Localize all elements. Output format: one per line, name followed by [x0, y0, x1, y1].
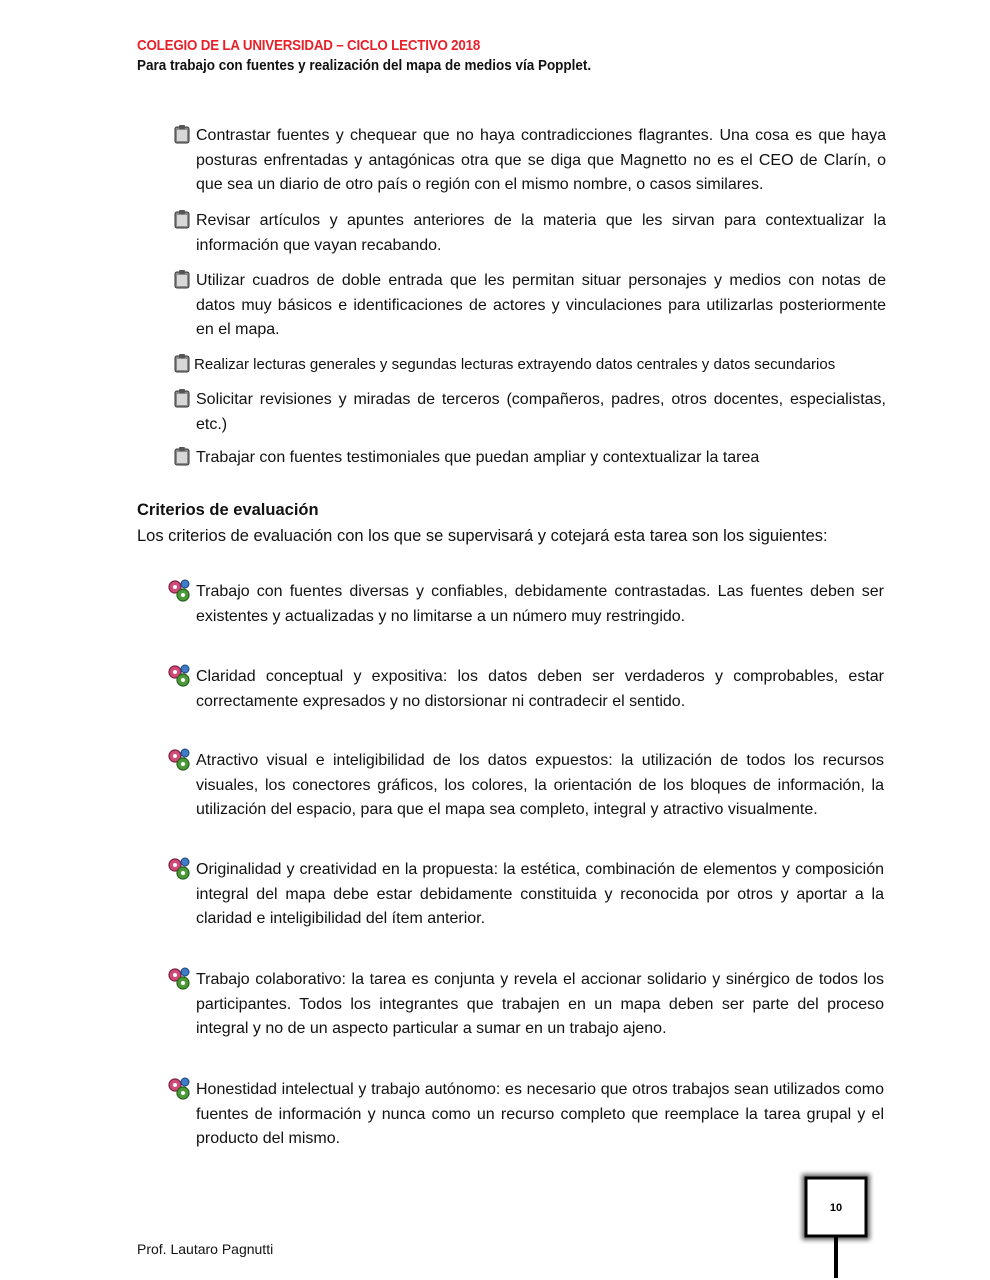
tip-text: Trabajar con fuentes testimoniales que puedan ampliar y contextualizar la tarea [196, 449, 760, 466]
gears-icon [166, 578, 192, 604]
institution-title: COLEGIO DE LA UNIVERSIDAD – CICLO LECTIVO 2018 [137, 38, 481, 54]
clipboard-icon [172, 388, 192, 408]
clipboard-icon [172, 269, 192, 289]
criterion-text: Originalidad y creatividad en la propuesta: la estética, combinación de elementos y composición integral del mapa debe estar debidamente constituida y reconocida por otros y aportar a la claridad e inteligibilidad del ítem anterior. [196, 861, 884, 927]
tip-text: Utilizar cuadros de doble entrada que les permitan situar personajes y medios con notas de datos muy básicos e identificaciones de actores y vinculaciones para utilizarlas posteriormente en el mapa. [196, 272, 886, 338]
clipboard-icon [172, 209, 192, 229]
tip-text: Contrastar fuentes y chequear que no haya contradicciones flagrantes. Una cosa es que haya posturas enfrentadas y antagónicas otra que se diga que Magnetto no es el CEO de Clarín, o que sea un diario de otro país o región con el mismo nombre, o casos similares. [196, 127, 886, 193]
gears-icon [166, 856, 192, 882]
tip-text: Solicitar revisiones y miradas de terceros (compañeros, padres, otros docentes, especialistas, etc.) [196, 391, 886, 433]
criterion-text: Trabajo con fuentes diversas y confiables, debidamente contrastadas. Las fuentes deben ser existentes y actualizadas y no limitarse a un número muy restringido. [196, 583, 884, 625]
footer-author: Prof. Lautaro Pagnutti [137, 1241, 274, 1257]
gears-icon [166, 966, 192, 992]
tip-text: Revisar artículos y apuntes anteriores de la materia que les sirvan para contextualizar la información que vayan recabando. [196, 212, 886, 254]
clipboard-icon [172, 124, 192, 144]
criterion-text: Claridad conceptual y expositiva: los datos deben ser verdaderos y comprobables, estar correctamente expresados y no distorsionar ni contradecir el sentido. [196, 668, 884, 710]
page-number-sign [796, 1168, 876, 1278]
gears-icon [166, 663, 192, 689]
criterion-text: Trabajo colaborativo: la tarea es conjunta y revela el accionar solidario y sinérgico de todos los participantes. Todos los integrantes que trabajen en un mapa deben ser parte del proceso integral y no de un aspecto particular a sumar en un trabajo ajeno. [196, 971, 884, 1037]
criterion-text: Atractivo visual e inteligibilidad de los datos expuestos: la utilización de todos los recursos visuales, los conectores gráficos, los colores, la orientación de los bloques de información, la utilización del espacio, para que el mapa sea completo, integral y atractivo visualmente. [196, 752, 884, 818]
tip-text: Realizar lecturas generales y segundas lecturas extrayendo datos centrales y datos secundarios [194, 356, 836, 373]
page-number: 10 [829, 1202, 843, 1214]
criterion-text: Honestidad intelectual y trabajo autónomo: es necesario que otros trabajos sean utilizados como fuentes de información y nunca como un recurso completo que reemplace la tarea grupal y el producto del mismo. [196, 1081, 884, 1147]
clipboard-icon [172, 446, 192, 466]
gears-icon [166, 747, 192, 773]
section-heading: Criterios de evaluación [137, 501, 319, 519]
gears-icon [166, 1076, 192, 1102]
section-intro: Los criterios de evaluación con los que se supervisará y cotejará esta tarea son los siguientes: [137, 527, 828, 545]
document-subtitle: Para trabajo con fuentes y realización del mapa de medios vía Popplet. [137, 58, 592, 74]
document-header [137, 38, 625, 74]
clipboard-icon [172, 353, 192, 373]
